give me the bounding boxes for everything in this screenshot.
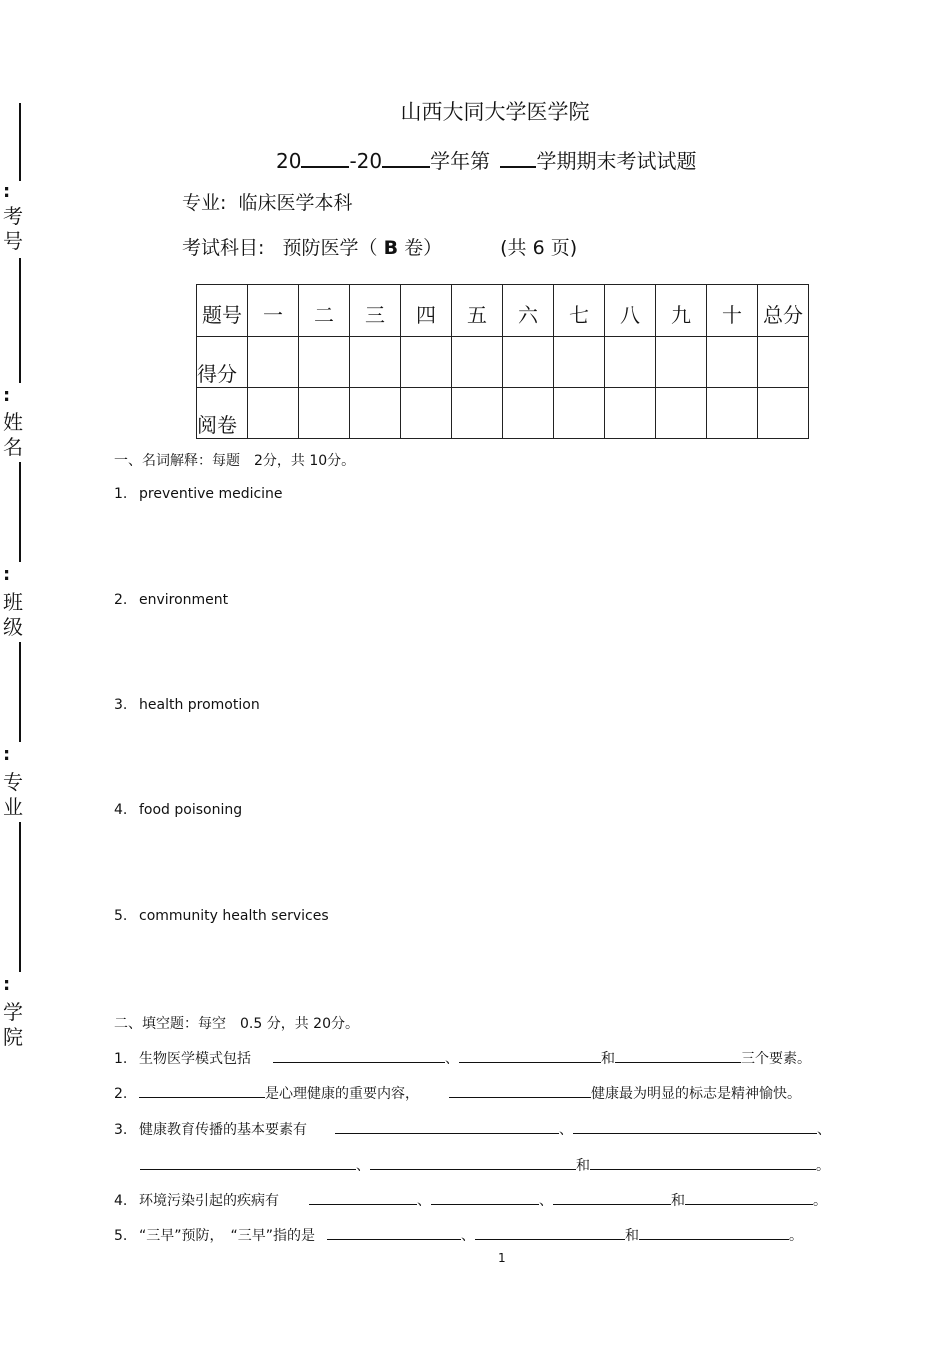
subject-value: 预防医学（: [282, 237, 378, 259]
answer-blank[interactable]: [431, 1190, 539, 1205]
year-prefix: 20: [276, 149, 302, 173]
grader-cell[interactable]: [605, 388, 656, 439]
question-text: 生物医学模式包括: [139, 1051, 251, 1067]
answer-blank[interactable]: [639, 1225, 789, 1240]
item-text: food poisoning: [139, 802, 243, 818]
answer-blank[interactable]: [309, 1190, 417, 1205]
question-text: 。: [816, 1158, 830, 1174]
question-text: 。: [789, 1228, 804, 1244]
margin-colon: :: [3, 564, 11, 585]
question-text: 是心理健康的重要内容，: [265, 1086, 419, 1102]
item-text: community health services: [139, 908, 329, 924]
margin-label-name: 姓名: [3, 410, 23, 459]
table-cell: 九: [656, 285, 707, 337]
margin-colon: :: [3, 744, 11, 765]
question-text: 、: [817, 1122, 831, 1138]
score-cell[interactable]: [503, 337, 554, 388]
question-text: 三个要素。: [741, 1051, 811, 1067]
score-cell[interactable]: [656, 337, 707, 388]
question-text: 。: [813, 1193, 827, 1209]
margin-line: [19, 462, 21, 562]
answer-blank[interactable]: [685, 1190, 813, 1205]
fill-question-1: [114, 1048, 811, 1068]
term-blank[interactable]: [500, 146, 536, 168]
grader-cell[interactable]: [299, 388, 350, 439]
question-text: 、: [559, 1122, 573, 1138]
table-cell: 十: [707, 285, 758, 337]
table-cell: 题号: [197, 285, 248, 337]
question-text: 、: [539, 1193, 553, 1209]
fill-question-3-continued: [140, 1155, 830, 1175]
answer-blank[interactable]: [590, 1155, 816, 1170]
year-mid: -20: [349, 149, 383, 173]
score-cell[interactable]: [605, 337, 656, 388]
question-text: 和: [601, 1051, 615, 1067]
score-cell[interactable]: [707, 337, 758, 388]
question-text: 和: [671, 1193, 685, 1209]
question-text: 和: [576, 1158, 590, 1174]
question-text: 环境污染引起的疾病有: [139, 1193, 279, 1209]
table-cell: 四: [401, 285, 452, 337]
question-text: 、: [356, 1158, 370, 1174]
answer-blank[interactable]: [273, 1048, 445, 1063]
item-text: preventive medicine: [139, 486, 283, 502]
margin-label-college: 学院: [3, 1000, 23, 1049]
table-cell: 一: [248, 285, 299, 337]
margin-line: [19, 822, 21, 972]
grader-cell[interactable]: [656, 388, 707, 439]
fill-question-3: [114, 1119, 831, 1139]
question-text: 、: [417, 1193, 431, 1209]
score-cell[interactable]: [248, 337, 299, 388]
answer-blank[interactable]: [370, 1155, 576, 1170]
score-cell[interactable]: [758, 337, 809, 388]
section-2-title: 二、填空题：每空 0.5 分，共 20分。: [114, 1016, 359, 1032]
subject-line: [182, 233, 577, 260]
item-number: 5.: [114, 1228, 128, 1244]
margin-label-exam-no: 考号: [3, 204, 23, 253]
margin-line: [19, 642, 21, 742]
answer-blank[interactable]: [615, 1048, 741, 1063]
grader-cell[interactable]: [350, 388, 401, 439]
score-table-row-grader: [197, 388, 809, 439]
item-number: 4.: [114, 802, 128, 818]
fill-question-2: [114, 1083, 801, 1103]
question-text: 和: [625, 1228, 640, 1244]
score-cell[interactable]: [452, 337, 503, 388]
table-row-label: 阅卷: [197, 388, 248, 439]
score-cell[interactable]: [554, 337, 605, 388]
item-text: environment: [139, 592, 229, 608]
question-text: “三早”预防， “三早”指的是: [139, 1228, 316, 1244]
table-cell: 七: [554, 285, 605, 337]
list-item: [114, 908, 329, 924]
major-label: 专业:: [182, 192, 227, 214]
item-number: 1.: [114, 486, 128, 502]
section-1-title: 一、名词解释：每题 2分，共 10分。: [114, 453, 356, 469]
fill-question-5: [114, 1225, 803, 1245]
answer-blank[interactable]: [475, 1225, 625, 1240]
margin-colon: :: [3, 385, 11, 406]
question-text: 、: [461, 1228, 476, 1244]
list-item: [114, 486, 283, 502]
list-item: [114, 802, 242, 818]
grader-cell[interactable]: [554, 388, 605, 439]
answer-blank[interactable]: [335, 1119, 559, 1134]
item-number: 5.: [114, 908, 128, 924]
grader-cell[interactable]: [452, 388, 503, 439]
score-table: [196, 284, 809, 439]
table-cell: 六: [503, 285, 554, 337]
year-blank[interactable]: [382, 146, 430, 168]
answer-blank[interactable]: [553, 1190, 671, 1205]
margin-line: [19, 258, 21, 383]
item-number: 2.: [114, 1086, 128, 1102]
subject-label: 考试科目:: [182, 237, 265, 259]
answer-blank[interactable]: [327, 1225, 461, 1240]
grader-cell[interactable]: [758, 388, 809, 439]
table-row-label: 得分: [197, 337, 248, 388]
margin-colon: :: [3, 181, 11, 202]
year-blank[interactable]: [301, 146, 349, 168]
margin-colon: :: [3, 974, 11, 995]
score-cell[interactable]: [299, 337, 350, 388]
grader-cell[interactable]: [707, 388, 758, 439]
score-table-row-score: [197, 337, 809, 388]
answer-blank[interactable]: [449, 1083, 591, 1098]
page-number: 1: [498, 1251, 506, 1265]
paper-code: B: [383, 237, 399, 259]
question-text: 健康教育传播的基本要素有: [139, 1122, 307, 1138]
answer-blank[interactable]: [459, 1048, 601, 1063]
question-text: 、: [445, 1051, 459, 1067]
grader-cell[interactable]: [248, 388, 299, 439]
list-item: [114, 592, 228, 608]
grader-cell[interactable]: [401, 388, 452, 439]
score-cell[interactable]: [350, 337, 401, 388]
table-cell: 八: [605, 285, 656, 337]
grader-cell[interactable]: [503, 388, 554, 439]
answer-blank[interactable]: [139, 1083, 265, 1098]
item-number: 4.: [114, 1193, 128, 1209]
exam-term-line: [276, 145, 696, 174]
term-suffix: 学期期末考试试题: [536, 149, 697, 173]
page-count: (共 6 页): [500, 237, 578, 259]
score-cell[interactable]: [401, 337, 452, 388]
item-number: 2.: [114, 592, 128, 608]
question-text: 健康最为明显的标志是精神愉快。: [591, 1086, 801, 1102]
year-suffix: 学年第: [430, 149, 491, 173]
margin-label-class: 班级: [3, 590, 23, 639]
school-title: 山西大同大学医学院: [400, 100, 590, 124]
table-cell: 总分: [758, 285, 809, 337]
item-text: health promotion: [139, 697, 260, 713]
major-line: [182, 188, 353, 215]
list-item: [114, 697, 260, 713]
major-value: 临床医学本科: [238, 192, 353, 214]
fill-question-4: [114, 1190, 827, 1210]
item-number: 3.: [114, 697, 128, 713]
score-table-header-row: [197, 285, 809, 337]
margin-label-major: 专业: [3, 770, 23, 819]
table-cell: 五: [452, 285, 503, 337]
table-cell: 三: [350, 285, 401, 337]
table-cell: 二: [299, 285, 350, 337]
paper-suffix: 卷）: [404, 237, 443, 259]
answer-blank[interactable]: [573, 1119, 817, 1134]
item-number: 3.: [114, 1122, 128, 1138]
item-number: 1.: [114, 1051, 128, 1067]
answer-blank[interactable]: [140, 1155, 356, 1170]
